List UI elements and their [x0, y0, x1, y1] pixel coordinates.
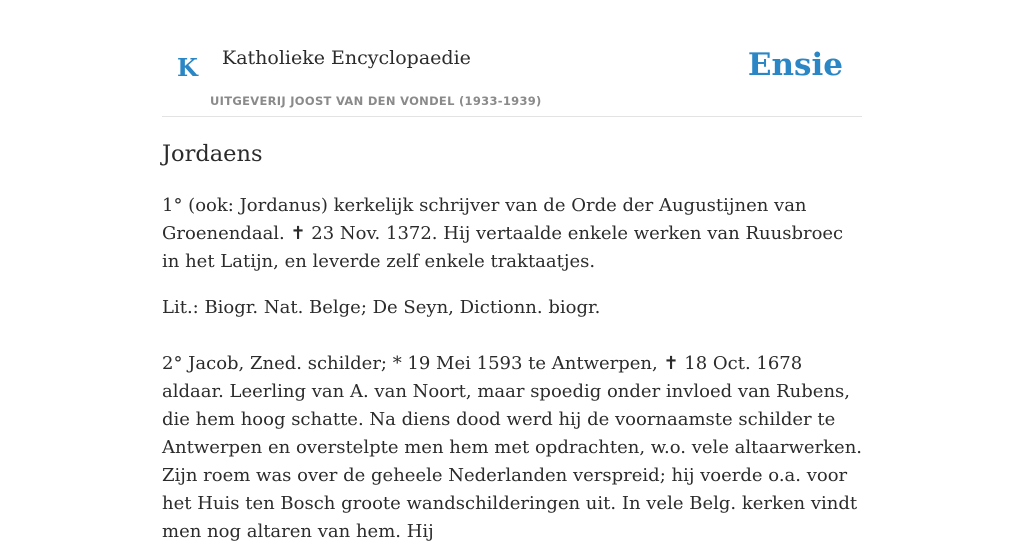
- page: [162, 0, 863, 542]
- entry-title: Jordaens: [162, 141, 263, 167]
- publication-logo[interactable]: K: [177, 53, 198, 82]
- site-header: [162, 0, 862, 117]
- entry-paragraph: 1° (ook: Jordanus) kerkelijk schrijver van de Orde der Augustijnen van Groenendaal. ✝ 23 Nov. 1372. Hij vertaalde enkele werken van Ruusbroec in het Latijn, en leverde zelf enkele traktaatjes.: [162, 195, 844, 272]
- entry-literature: Lit.: Biogr. Nat. Belge; De Seyn, Dictionn. biogr.: [162, 297, 601, 318]
- entry-paragraph: 2° Jacob, Zned. schilder; * 19 Mei 1593 te Antwerpen, ✝ 18 Oct. 1678 aldaar. Leerling van A. van Noort, maar spoedig onder invloed van Rubens, die hem hoog schatte. Na diens dood werd hij de voornaamste schilder te Antwerpen en overstelpte men hem met opdrachten, w.o. vele altaarwerken. Zijn roem was over de geheele Nederlanden verspreid; hij voerde o.a. voor het Huis ten Bosch groote wandschilderingen uit. In vele Belg. kerken vindt men nog altaren van hem. Hij: [162, 353, 863, 542]
- publisher-subtitle: UITGEVERIJ JOOST VAN DEN VONDEL (1933-1939): [210, 94, 542, 108]
- ensie-brand-logo[interactable]: Ensie: [747, 47, 843, 83]
- publication-title[interactable]: Katholieke Encyclopaedie: [222, 47, 471, 69]
